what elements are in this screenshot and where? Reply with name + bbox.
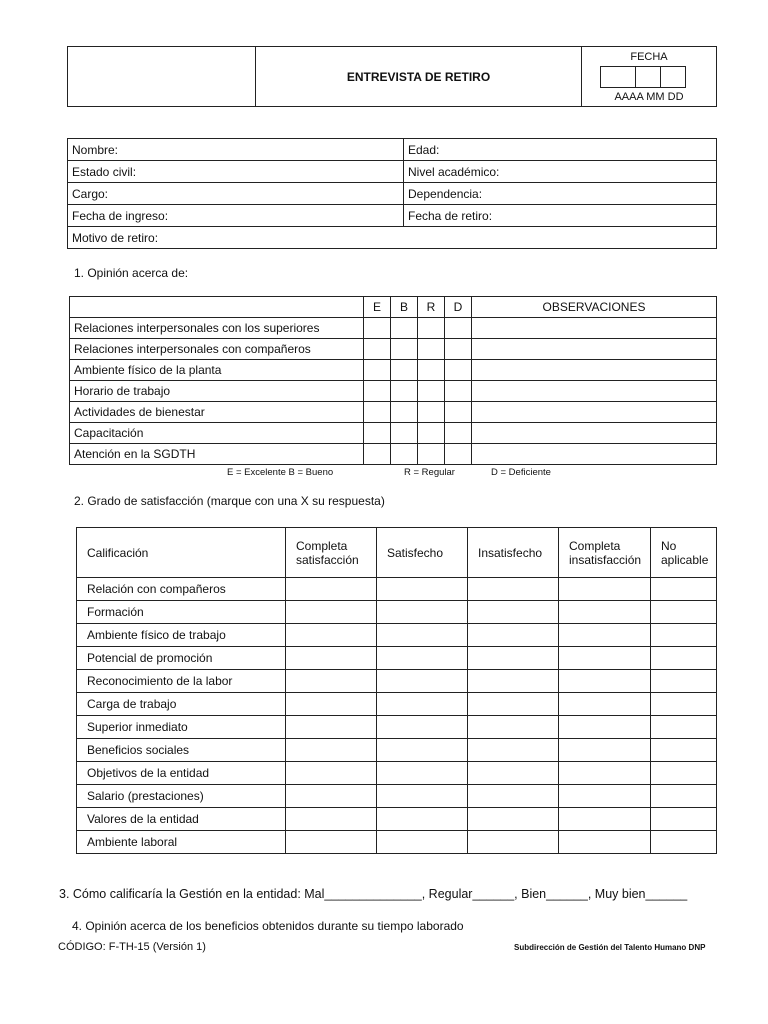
satisfaction-cell-insatisfecho[interactable]: [468, 739, 559, 762]
satisfaction-cell-no-aplicable[interactable]: [651, 785, 717, 808]
opinion-cell-observaciones[interactable]: [472, 360, 717, 381]
col-satisfecho: Satisfecho: [377, 528, 468, 578]
opinion-cell-r[interactable]: [418, 444, 445, 465]
satisfaction-item-label: Reconocimiento de la labor: [77, 670, 286, 693]
satisfaction-cell-no-aplicable[interactable]: [651, 831, 717, 854]
office-name: Subdirección de Gestión del Talento Humano DNP: [514, 943, 706, 952]
fecha-retiro-field[interactable]: Fecha de retiro:: [404, 205, 717, 227]
opinion-row: [70, 444, 717, 465]
satisfaction-cell-completa-insatisfaccion[interactable]: [559, 762, 651, 785]
satisfaction-cell-no-aplicable[interactable]: [651, 578, 717, 601]
satisfaction-cell-satisfecho[interactable]: [377, 831, 468, 854]
satisfaction-item-label: Carga de trabajo: [77, 693, 286, 716]
opinion-cell-e[interactable]: [364, 318, 391, 339]
date-year-field[interactable]: [600, 66, 636, 88]
opinion-cell-d[interactable]: [445, 444, 472, 465]
satisfaction-cell-completa-insatisfaccion[interactable]: [559, 831, 651, 854]
opinion-cell-observaciones[interactable]: [472, 381, 717, 402]
legend-d: D = Deficiente: [491, 467, 551, 478]
satisfaction-cell-completa-satisfaccion[interactable]: [286, 624, 377, 647]
satisfaction-cell-satisfecho[interactable]: [377, 716, 468, 739]
satisfaction-cell-insatisfecho[interactable]: [468, 647, 559, 670]
satisfaction-cell-no-aplicable[interactable]: [651, 624, 717, 647]
date-format-label: AAAA MM DD: [614, 91, 684, 103]
satisfaction-cell-completa-insatisfaccion[interactable]: [559, 739, 651, 762]
satisfaction-cell-no-aplicable[interactable]: [651, 762, 717, 785]
satisfaction-cell-insatisfecho[interactable]: [468, 808, 559, 831]
satisfaction-cell-completa-insatisfaccion[interactable]: [559, 785, 651, 808]
opinion-cell-d[interactable]: [445, 339, 472, 360]
opinion-cell-d[interactable]: [445, 318, 472, 339]
satisfaction-cell-insatisfecho[interactable]: [468, 670, 559, 693]
opinion-cell-b[interactable]: [391, 423, 418, 444]
satisfaction-row: [77, 785, 717, 808]
col-no-aplicable: No aplicable: [651, 528, 717, 578]
satisfaction-item-label: Objetivos de la entidad: [77, 762, 286, 785]
satisfaction-cell-insatisfecho[interactable]: [468, 762, 559, 785]
satisfaction-cell-satisfecho[interactable]: [377, 808, 468, 831]
satisfaction-cell-completa-insatisfaccion[interactable]: [559, 601, 651, 624]
satisfaction-cell-insatisfecho[interactable]: [468, 716, 559, 739]
satisfaction-cell-satisfecho[interactable]: [377, 762, 468, 785]
cargo-field[interactable]: Cargo:: [68, 183, 404, 205]
satisfaction-item-label: Superior inmediato: [77, 716, 286, 739]
satisfaction-cell-completa-satisfaccion[interactable]: [286, 716, 377, 739]
satisfaction-cell-completa-insatisfaccion[interactable]: [559, 647, 651, 670]
opinion-cell-e[interactable]: [364, 381, 391, 402]
fecha-ingreso-field[interactable]: Fecha de ingreso:: [68, 205, 404, 227]
satisfaction-cell-no-aplicable[interactable]: [651, 808, 717, 831]
satisfaction-row: [77, 624, 717, 647]
satisfaction-cell-insatisfecho[interactable]: [468, 693, 559, 716]
satisfaction-cell-completa-satisfaccion[interactable]: [286, 808, 377, 831]
satisfaction-cell-insatisfecho[interactable]: [468, 578, 559, 601]
section4-title: 4. Opinión acerca de los beneficios obtenidos durante su tiempo laborado: [72, 919, 464, 933]
opinion-table: [69, 296, 717, 465]
satisfaction-cell-completa-satisfaccion[interactable]: [286, 693, 377, 716]
satisfaction-cell-insatisfecho[interactable]: [468, 785, 559, 808]
satisfaction-cell-no-aplicable[interactable]: [651, 693, 717, 716]
satisfaction-item-label: Formación: [77, 601, 286, 624]
logo-area: [68, 47, 256, 107]
opinion-item-label: Relaciones interpersonales con los superiores: [70, 318, 364, 339]
satisfaction-cell-completa-satisfaccion[interactable]: [286, 831, 377, 854]
satisfaction-cell-no-aplicable[interactable]: [651, 716, 717, 739]
opinion-cell-observaciones[interactable]: [472, 444, 717, 465]
satisfaction-cell-no-aplicable[interactable]: [651, 670, 717, 693]
opinion-cell-b[interactable]: [391, 402, 418, 423]
satisfaction-cell-satisfecho[interactable]: [377, 647, 468, 670]
satisfaction-item-label: Salario (prestaciones): [77, 785, 286, 808]
col-completa-satisfaccion: Completa satisfacción: [286, 528, 377, 578]
opinion-row: [70, 339, 717, 360]
opinion-cell-e[interactable]: [364, 360, 391, 381]
opinion-cell-r[interactable]: [418, 360, 445, 381]
opinion-cell-e[interactable]: [364, 423, 391, 444]
satisfaction-row: [77, 578, 717, 601]
opinion-cell-e[interactable]: [364, 444, 391, 465]
satisfaction-cell-no-aplicable[interactable]: [651, 601, 717, 624]
opinion-header-row: [70, 297, 717, 318]
satisfaction-row: [77, 831, 717, 854]
fecha-box: [582, 47, 717, 107]
satisfaction-cell-completa-satisfaccion[interactable]: [286, 670, 377, 693]
date-fields: [601, 66, 686, 88]
opinion-item-label: Relaciones interpersonales con compañeros: [70, 339, 364, 360]
opinion-row: [70, 402, 717, 423]
satisfaction-row: [77, 647, 717, 670]
opinion-row: [70, 381, 717, 402]
opinion-row: [70, 360, 717, 381]
section1-title: 1. Opinión acerca de:: [74, 266, 189, 280]
opinion-cell-observaciones[interactable]: [472, 402, 717, 423]
opinion-cell-d[interactable]: [445, 402, 472, 423]
satisfaction-item-label: Valores de la entidad: [77, 808, 286, 831]
section3-rating-line[interactable]: 3. Cómo calificaría la Gestión en la entidad: Mal______________, Regular______, Bien______, Muy bien______: [59, 887, 688, 901]
satisfaction-cell-insatisfecho[interactable]: [468, 831, 559, 854]
satisfaction-row: [77, 670, 717, 693]
col-e: E: [364, 297, 391, 318]
satisfaction-cell-completa-satisfaccion[interactable]: [286, 578, 377, 601]
opinion-cell-r[interactable]: [418, 402, 445, 423]
opinion-cell-observaciones[interactable]: [472, 339, 717, 360]
satisfaction-cell-insatisfecho[interactable]: [468, 624, 559, 647]
col-completa-insatisfaccion: Completa insatisfacción: [559, 528, 651, 578]
satisfaction-cell-insatisfecho[interactable]: [468, 601, 559, 624]
section2-title: 2. Grado de satisfacción (marque con una X su respuesta): [74, 494, 385, 508]
satisfaction-cell-completa-insatisfaccion[interactable]: [559, 578, 651, 601]
satisfaction-cell-satisfecho[interactable]: [377, 624, 468, 647]
opinion-item-label: Actividades de bienestar: [70, 402, 364, 423]
form-header: [67, 46, 717, 107]
col-d: D: [445, 297, 472, 318]
opinion-cell-r[interactable]: [418, 381, 445, 402]
date-month-field[interactable]: [635, 66, 661, 88]
satisfaction-row: [77, 716, 717, 739]
satisfaction-cell-completa-insatisfaccion[interactable]: [559, 624, 651, 647]
opinion-cell-observaciones[interactable]: [472, 423, 717, 444]
satisfaction-header-row: [77, 528, 717, 578]
edad-field[interactable]: Edad:: [404, 139, 717, 161]
opinion-cell-r[interactable]: [418, 339, 445, 360]
opinion-cell-e[interactable]: [364, 402, 391, 423]
col-b: B: [391, 297, 418, 318]
satisfaction-cell-completa-satisfaccion[interactable]: [286, 601, 377, 624]
form-code: CÓDIGO: F-TH-15 (Versión 1): [58, 941, 206, 953]
satisfaction-row: [77, 739, 717, 762]
satisfaction-cell-satisfecho[interactable]: [377, 578, 468, 601]
opinion-item-label: Horario de trabajo: [70, 381, 364, 402]
satisfaction-table: [76, 527, 717, 854]
satisfaction-cell-no-aplicable[interactable]: [651, 739, 717, 762]
satisfaction-item-label: Ambiente laboral: [77, 831, 286, 854]
col-insatisfecho: Insatisfecho: [468, 528, 559, 578]
satisfaction-cell-satisfecho[interactable]: [377, 785, 468, 808]
opinion-row: [70, 318, 717, 339]
nivel-academico-field[interactable]: Nivel académico:: [404, 161, 717, 183]
opinion-cell-b[interactable]: [391, 339, 418, 360]
satisfaction-cell-completa-satisfaccion[interactable]: [286, 762, 377, 785]
opinion-cell-r[interactable]: [418, 423, 445, 444]
col-calificacion: Calificación: [77, 528, 286, 578]
satisfaction-cell-completa-insatisfaccion[interactable]: [559, 693, 651, 716]
opinion-item-label: Ambiente físico de la planta: [70, 360, 364, 381]
satisfaction-cell-no-aplicable[interactable]: [651, 647, 717, 670]
satisfaction-cell-completa-satisfaccion[interactable]: [286, 647, 377, 670]
opinion-cell-d[interactable]: [445, 360, 472, 381]
satisfaction-item-label: Potencial de promoción: [77, 647, 286, 670]
satisfaction-cell-satisfecho[interactable]: [377, 693, 468, 716]
opinion-cell-e[interactable]: [364, 339, 391, 360]
legend-eb: E = Excelente B = Bueno: [227, 467, 334, 478]
satisfaction-item-label: Beneficios sociales: [77, 739, 286, 762]
opinion-cell-b[interactable]: [391, 318, 418, 339]
opinion-item-label: Capacitación: [70, 423, 364, 444]
satisfaction-cell-satisfecho[interactable]: [377, 670, 468, 693]
satisfaction-row: [77, 693, 717, 716]
opinion-header-blank: [70, 297, 364, 318]
estado-civil-field[interactable]: Estado civil:: [68, 161, 404, 183]
opinion-cell-observaciones[interactable]: [472, 318, 717, 339]
opinion-cell-d[interactable]: [445, 423, 472, 444]
fecha-label: FECHA: [630, 51, 668, 63]
col-observaciones: OBSERVACIONES: [472, 297, 717, 318]
motivo-retiro-field[interactable]: Motivo de retiro:: [68, 227, 717, 249]
opinion-cell-d[interactable]: [445, 381, 472, 402]
date-day-field[interactable]: [660, 66, 686, 88]
opinion-row: [70, 423, 717, 444]
satisfaction-cell-satisfecho[interactable]: [377, 739, 468, 762]
opinion-cell-b[interactable]: [391, 444, 418, 465]
satisfaction-row: [77, 762, 717, 785]
dependencia-field[interactable]: Dependencia:: [404, 183, 717, 205]
satisfaction-cell-completa-satisfaccion[interactable]: [286, 739, 377, 762]
legend-r: R = Regular: [404, 467, 455, 478]
satisfaction-item-label: Ambiente físico de trabajo: [77, 624, 286, 647]
opinion-cell-b[interactable]: [391, 381, 418, 402]
opinion-item-label: Atención en la SGDTH: [70, 444, 364, 465]
col-r: R: [418, 297, 445, 318]
satisfaction-cell-satisfecho[interactable]: [377, 601, 468, 624]
satisfaction-cell-completa-satisfaccion[interactable]: [286, 785, 377, 808]
satisfaction-cell-completa-insatisfaccion[interactable]: [559, 716, 651, 739]
satisfaction-cell-completa-insatisfaccion[interactable]: [559, 808, 651, 831]
nombre-field[interactable]: Nombre:: [68, 139, 404, 161]
opinion-cell-b[interactable]: [391, 360, 418, 381]
satisfaction-cell-completa-insatisfaccion[interactable]: [559, 670, 651, 693]
opinion-cell-r[interactable]: [418, 318, 445, 339]
satisfaction-item-label: Relación con compañeros: [77, 578, 286, 601]
satisfaction-row: [77, 601, 717, 624]
form-title: ENTREVISTA DE RETIRO: [256, 47, 582, 107]
satisfaction-row: [77, 808, 717, 831]
personal-info-table: [67, 138, 717, 249]
